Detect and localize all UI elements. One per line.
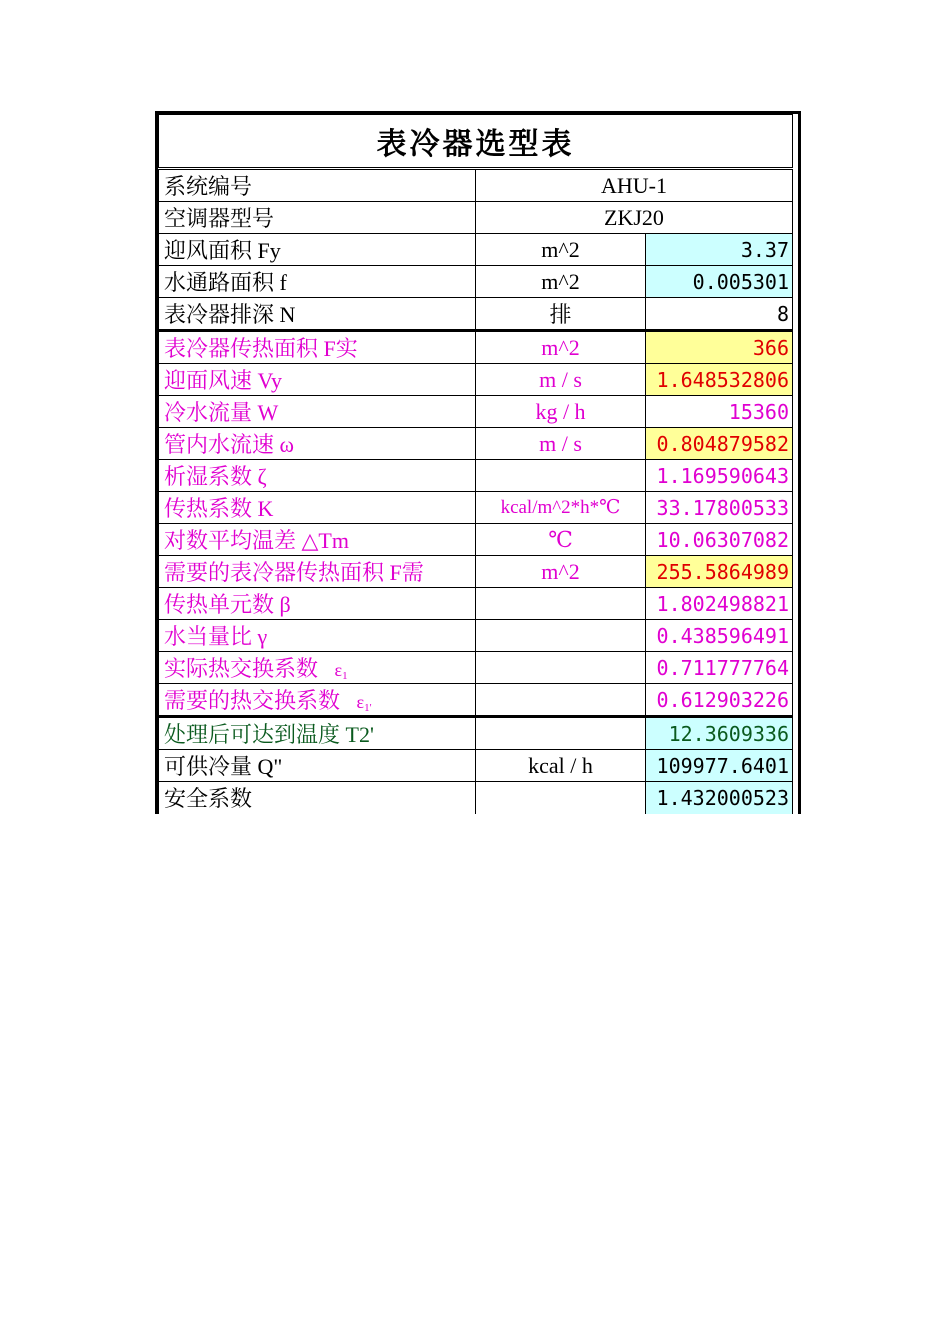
cell-value[interactable]: 1.802498821: [646, 588, 793, 620]
cell-label[interactable]: 表冷器传热面积 F实: [159, 331, 476, 364]
subscript: 1': [364, 702, 372, 714]
cell-unit[interactable]: [476, 652, 646, 684]
subscript: 1: [342, 670, 348, 682]
cell-label[interactable]: 冷水流量 W: [159, 396, 476, 428]
cell-value[interactable]: AHU-1: [476, 169, 793, 202]
cell-unit[interactable]: kcal/m^2*h*℃: [476, 492, 646, 524]
cell-label[interactable]: 传热单元数 β: [159, 588, 476, 620]
label-text: 实际热交换系数: [164, 656, 319, 681]
cell-value[interactable]: 0.804879582: [646, 428, 793, 460]
epsilon-symbol: ε: [334, 660, 343, 680]
cell-label[interactable]: 管内水流速 ω: [159, 428, 476, 460]
table-row: [159, 524, 793, 556]
cell-value[interactable]: 3.37: [646, 234, 793, 266]
table-row: [159, 684, 793, 717]
table-row: [159, 428, 793, 460]
cell-label[interactable]: 系统编号: [159, 169, 476, 202]
cell-unit[interactable]: [476, 460, 646, 492]
cell-value[interactable]: 8: [646, 298, 793, 331]
cell-unit[interactable]: [476, 717, 646, 750]
cell-unit[interactable]: [476, 620, 646, 652]
table-row: [159, 298, 793, 331]
table-row: [159, 717, 793, 750]
table-row: [159, 460, 793, 492]
sheet-title: 表冷器选型表: [159, 115, 793, 169]
cell-value[interactable]: 255.5864989: [646, 556, 793, 588]
cell-unit[interactable]: m^2: [476, 266, 646, 298]
table-row: [159, 588, 793, 620]
cell-unit[interactable]: m^2: [476, 234, 646, 266]
cell-value[interactable]: 12.3609336: [646, 717, 793, 750]
cell-unit[interactable]: [476, 588, 646, 620]
cell-label[interactable]: [159, 652, 476, 684]
cell-value[interactable]: 1.648532806: [646, 364, 793, 396]
table-row: [159, 652, 793, 684]
cell-value[interactable]: 0.438596491: [646, 620, 793, 652]
cell-value[interactable]: 0.005301: [646, 266, 793, 298]
cell-label[interactable]: 安全系数: [159, 782, 476, 814]
cell-label[interactable]: 传热系数 K: [159, 492, 476, 524]
cell-value[interactable]: 0.612903226: [646, 684, 793, 717]
label-text: 需要的热交换系数: [164, 688, 341, 713]
table-row: [159, 331, 793, 364]
cell-label[interactable]: 表冷器排深 N: [159, 298, 476, 331]
table-row: [159, 202, 793, 234]
cell-label[interactable]: 水通路面积 f: [159, 266, 476, 298]
cell-unit[interactable]: m^2: [476, 331, 646, 364]
cell-value[interactable]: 1.432000523: [646, 782, 793, 814]
cell-unit[interactable]: m^2: [476, 556, 646, 588]
cell-value[interactable]: 10.06307082: [646, 524, 793, 556]
title-row: [159, 115, 793, 169]
table-row: [159, 364, 793, 396]
table-row: [159, 750, 793, 782]
cell-unit[interactable]: m / s: [476, 428, 646, 460]
cell-value[interactable]: 33.17800533: [646, 492, 793, 524]
cell-label[interactable]: 迎面风速 Vy: [159, 364, 476, 396]
table-row: [159, 492, 793, 524]
cell-value[interactable]: ZKJ20: [476, 202, 793, 234]
cell-value[interactable]: 366: [646, 331, 793, 364]
epsilon-symbol: ε: [356, 692, 365, 712]
cell-label[interactable]: 空调器型号: [159, 202, 476, 234]
cell-label[interactable]: 水当量比 γ: [159, 620, 476, 652]
cell-label[interactable]: 析湿系数 ζ: [159, 460, 476, 492]
table-row: [159, 266, 793, 298]
cell-unit[interactable]: 排: [476, 298, 646, 331]
cell-unit[interactable]: [476, 782, 646, 814]
cell-unit[interactable]: m / s: [476, 364, 646, 396]
table-row: [159, 620, 793, 652]
table-row: [159, 169, 793, 202]
cell-unit[interactable]: kg / h: [476, 396, 646, 428]
cell-label[interactable]: 处理后可达到温度 T2': [159, 717, 476, 750]
cell-label[interactable]: 需要的表冷器传热面积 F需: [159, 556, 476, 588]
cell-label[interactable]: 迎风面积 Fy: [159, 234, 476, 266]
table-row: [159, 782, 793, 814]
table-row: [159, 234, 793, 266]
table-row: [159, 556, 793, 588]
cooler-selection-sheet: [155, 111, 801, 814]
cell-value[interactable]: 1.169590643: [646, 460, 793, 492]
cell-value[interactable]: 109977.6401: [646, 750, 793, 782]
cell-label[interactable]: 对数平均温差 △Tm: [159, 524, 476, 556]
cell-unit[interactable]: ℃: [476, 524, 646, 556]
selection-table: [158, 114, 793, 814]
cell-value[interactable]: 0.711777764: [646, 652, 793, 684]
cell-label[interactable]: 可供冷量 Q": [159, 750, 476, 782]
table-row: [159, 396, 793, 428]
cell-value[interactable]: 15360: [646, 396, 793, 428]
cell-unit[interactable]: [476, 684, 646, 717]
cell-unit[interactable]: kcal / h: [476, 750, 646, 782]
cell-label[interactable]: [159, 684, 476, 717]
